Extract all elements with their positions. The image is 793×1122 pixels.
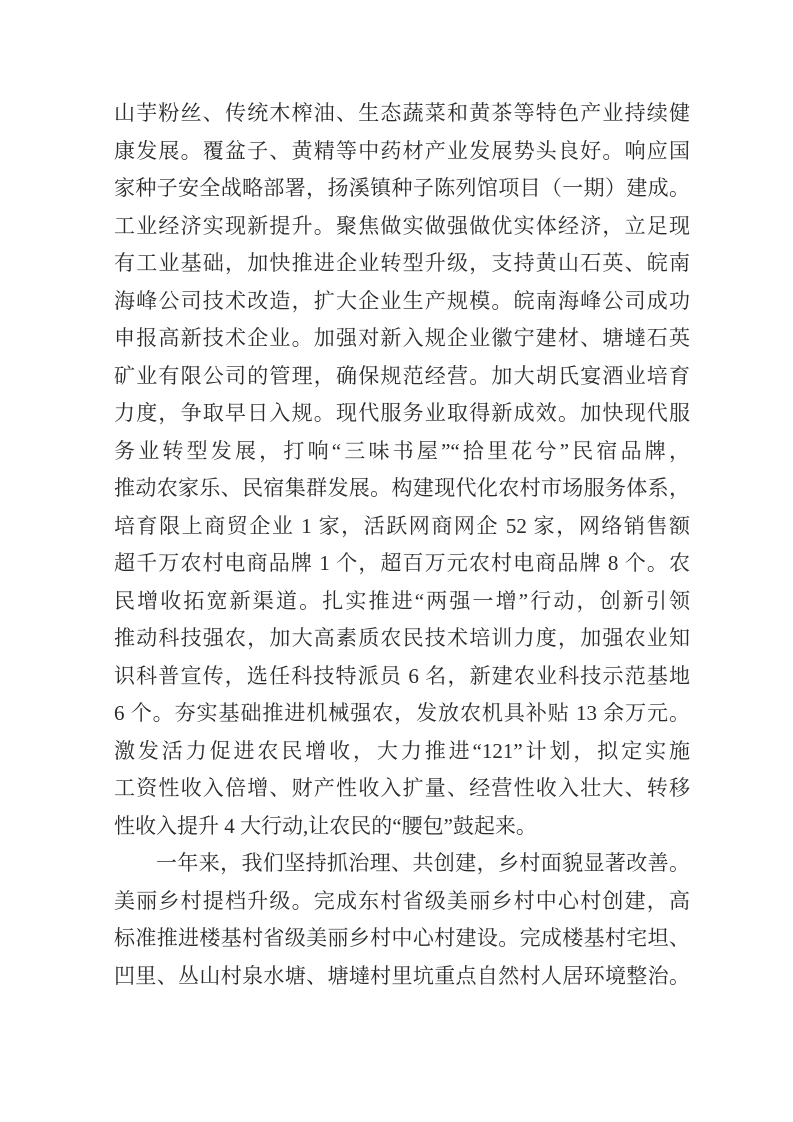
text-line: 有工业基础，加快推进企业转型升级，支持黄山石英、皖南 bbox=[114, 251, 690, 275]
text-line: 力度，争取早日入规。现代服务业取得新成效。加快现代服 bbox=[114, 401, 690, 425]
text-line: 务业转型发展，打响“三味书屋”“拾里花兮”民宿品牌， bbox=[114, 438, 690, 463]
text-line: 标准推进楼基村省级美丽乡村中心村建设。完成楼基村宅坦、 bbox=[114, 926, 690, 950]
text-line: 推动科技强农，加大高素质农民技术培训力度，加强农业知 bbox=[114, 626, 690, 650]
document-content bbox=[114, 95, 690, 995]
text-line: 一年来，我们坚持抓治理、共创建，乡村面貌显著改善。 bbox=[156, 851, 690, 875]
text-line: 凹里、丛山村泉水塘、塘墶村里坑重点自然村人居环境整治。 bbox=[114, 963, 690, 988]
text-line: 性收入提升 4 大行动,让农民的“腰包”鼓起来。 bbox=[114, 813, 537, 838]
text-line: 识科普宣传，选任科技特派员 6 名，新建农业科技示范基地 bbox=[114, 663, 690, 688]
text-line: 山芋粉丝、传统木榨油、生态蔬菜和黄茶等特色产业持续健 bbox=[114, 101, 690, 125]
text-line: 超千万农村电商品牌 1 个，超百万元农村电商品牌 8 个。农 bbox=[114, 551, 690, 575]
text-line: 美丽乡村提档升级。完成东村省级美丽乡村中心村创建，高 bbox=[114, 888, 690, 913]
text-line: 推动农家乐、民宿集群发展。构建现代化农村市场服务体系， bbox=[114, 476, 690, 500]
text-line: 激发活力促进农民增收，大力推进“121”计划，拟定实施 bbox=[114, 738, 690, 763]
text-line: 工业经济实现新提升。聚焦做实做强做优实体经济，立足现 bbox=[114, 213, 690, 238]
text-line: 矿业有限公司的管理，确保规范经营。加大胡氏宴酒业培育 bbox=[114, 363, 690, 388]
text-line: 工资性收入倍增、财产性收入扩量、经营性收入壮大、转移 bbox=[114, 776, 690, 800]
text-line: 6 个。夯实基础推进机械强农，发放农机具补贴 13 余万元。 bbox=[114, 701, 690, 725]
text-line: 康发展。覆盆子、黄精等中药材产业发展势头良好。响应国 bbox=[114, 138, 690, 163]
text-line: 海峰公司技术改造，扩大企业生产规模。皖南海峰公司成功 bbox=[114, 288, 690, 313]
text-line: 民增收拓宽新渠道。扎实推进“两强一增”行动，创新引领 bbox=[114, 588, 690, 613]
text-line: 申报高新技术企业。加强对新入规企业徽宁建材、塘墶石英 bbox=[114, 326, 690, 350]
text-line: 培育限上商贸企业 1 家，活跃网商网企 52 家，网络销售额 bbox=[114, 513, 690, 538]
paragraph-rural-improvement bbox=[114, 845, 690, 995]
paragraph-industry-services bbox=[114, 95, 690, 845]
text-line: 家种子安全战略部署，扬溪镇种子陈列馆项目（一期）建成。 bbox=[114, 176, 690, 200]
